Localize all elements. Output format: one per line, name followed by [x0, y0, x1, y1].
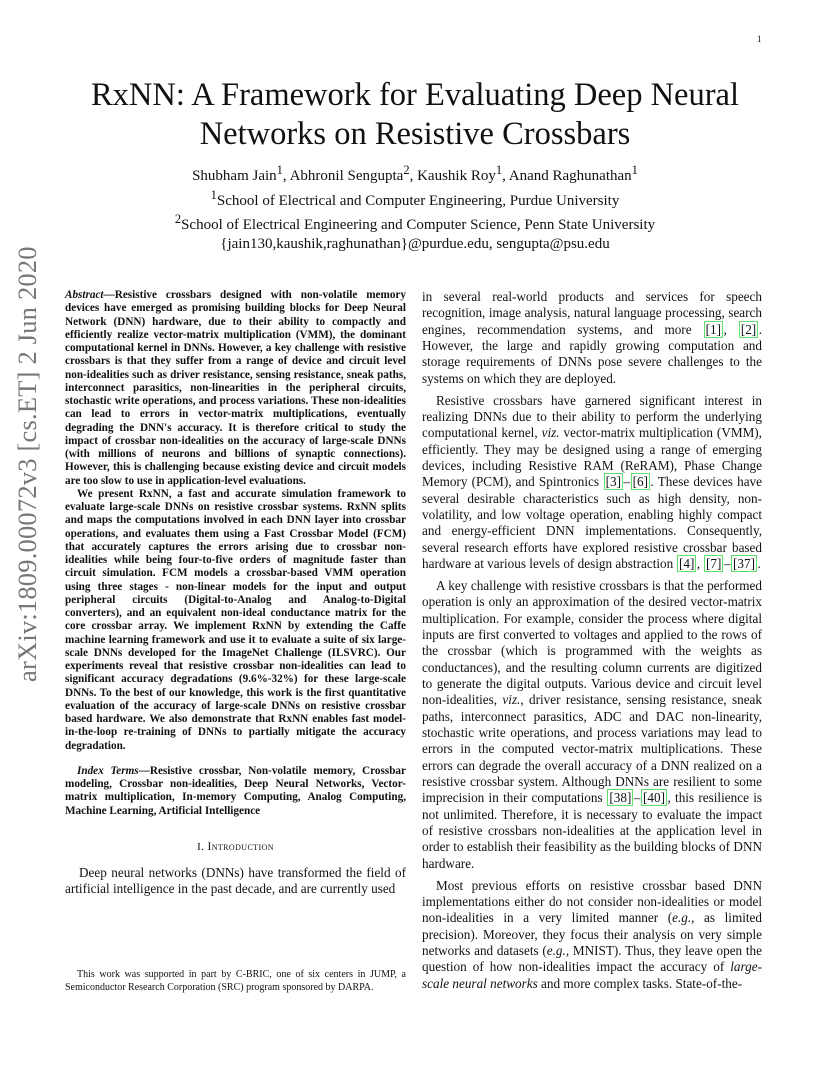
abstract-label: Abstract — [65, 289, 104, 301]
paper-title — [60, 76, 770, 154]
authors-block — [60, 161, 770, 253]
section-heading-introduction — [65, 841, 406, 853]
author-list: Shubham Jain$^1$, Abhronil Sengupta$^2$, Kaushik Roy$^1$, Anand Raghunathan$^1$ — [192, 163, 638, 184]
citation-link[interactable]: [37] — [732, 556, 755, 571]
citation-link[interactable]: [4] — [679, 556, 695, 571]
funding-footnote: This work was supported in part by C-BRIC, one of six centers in JUMP, a Semiconductor Research Corporation (SRC) program sponsored by DARPA. — [65, 969, 406, 993]
intro-paragraph-2: Resistive crossbars have garnered significant interest in realizing DNNs due to their ability to perform the underlying computational kernel, viz. vector-matrix multiplication (VMM), efficiently. They may be designed using a range of emerging devices, including Resistive RAM (ReRAM), Phase Change Memory (PCM), and Spintronics [3] – [6] . These devices have several desirable characteristics such as high density, non-volatility, and low voltage operation, enabling highly compact and energy-efficient DNN implementations. Consequently, several research efforts have explored resistive crossbar based hardware at various levels of design abstraction [4] , [7] – [37] . — [422, 392, 762, 571]
title-line-2: Networks on Resistive Crossbars — [199, 116, 631, 152]
arxiv-identifier-stamp: arXiv:1809.00072v3 [cs.ET] 2 Jun 2020 — [12, 246, 42, 682]
author-name: Shubham Jain — [192, 168, 277, 184]
intro-paragraph-1: in several real-world products and services for speech recognition, image analysis, natural language processing, search engines, recommendation systems, and more [1] , [2] . However, the large and rapidly growing computation and storage requirements of DNNs pose severe challenges to the systems on which they are deployed. — [422, 289, 762, 386]
author-name: Kaushik Roy — [417, 168, 496, 184]
index-terms: Index Terms—Resistive crossbar, Non-volatile memory, Crossbar modeling, Crossbar non-idealities, Deep Neural Networks, Vector-matrix multiplication, In-memory Computing, Analog Computing, Machine Learning, Artificial Intelligence — [65, 764, 406, 817]
author-emails: {jain130,kaushik,raghunathan}@purdue.edu, sengupta@psu.edu — [220, 235, 610, 252]
abstract-paragraph-2: We present RxNN, a fast and accurate simulation framework to evaluate large-scale DNNs on resistive crossbar systems. RxNN splits and maps the computations involved in each DNN layer into crossbar operations, and evaluates them using a Fast Crossbar Model (FCM) that accurately captures the errors arising due to crossbar non-idealities while being four-to-five orders of magnitude faster than circuit simulation. FCM models a crossbar-based VMM operation using three stages - non-linear models for the input and output peripheral circuits (Digital-to-Analog and Analog-to-Digital converters), and an equivalent non-ideal conductance matrix for the core crossbar array. We implement RxNN by extending the Caffe machine learning framework and use it to evaluate a suite of six large-scale DNNs developed for the ImageNet Challenge (ILSVRC). Our experiments reveal that resistive crossbar non-idealities can lead to significant accuracy degradations (9.6%-32%) for these large-scale DNNs. To the best of our knowledge, this work is the first quantitative evaluation of the accuracy of large-scale DNNs on resistive crossbar based hardware. We also demonstrate that RxNN enables fast model-in-the-loop re-training of DNNs to partially mitigate the accuracy degradation. — [65, 487, 406, 752]
citation-link[interactable]: [1] — [705, 321, 721, 337]
author-affiliation-mark: 1 — [495, 163, 503, 177]
abstract-paragraph-1: Abstract—Resistive crossbars designed with non-volatile memory devices have emerged as promising building blocks for Deep Neural Network (DNN) hardware, due to their ability to compactly and efficiently realize vector-matrix multiplication (VMM), the dominant computational kernel in DNNs. However, a key challenge with resistive crossbars is that they suffer from a range of device and circuit level non-idealities such as driver resistance, sensing resistance, sneak paths, interconnect parasitics, non-linearities in the peripheral circuits, stochastic write operations, and process variations. These non-idealities can lead to errors in vector-matrix multiplications, eventually degrading the DNN's accuracy. It is therefore critical to study the impact of crossbar non-idealities on the accuracy of large-scale DNNs (with millions of neurons and billions of synaptic connections). However, this is challenging because existing device and circuit models are too slow to use in application-level evaluations. — [65, 289, 406, 487]
citation-link[interactable]: [3] — [605, 474, 622, 490]
author-affiliation-mark: 1 — [631, 163, 638, 177]
citation-link[interactable]: [7] — [706, 556, 722, 571]
citation-link[interactable]: [2] — [740, 321, 757, 337]
author-affiliation-mark: 2 — [403, 163, 410, 177]
intro-paragraph-4: Most previous efforts on resistive crossbar based DNN implementations either do not consider non-idealities or model non-idealities in a very limited manner (e.g., as limited precision). Moreover, they focus their analysis on very simple networks and datasets (e.g., MNIST). Thus, they leave open the question of how non-idealities impact the accuracy of large-scale neural networks and more complex tasks. State-of-the- — [422, 877, 762, 991]
right-column — [422, 289, 762, 997]
page-number: 1 — [757, 34, 762, 44]
author-affiliation-mark: 1 — [276, 163, 283, 177]
citation-link[interactable]: [40] — [642, 790, 665, 806]
citation-link[interactable]: [38] — [609, 790, 632, 806]
intro-paragraph-3: A key challenge with resistive crossbars is that the performed operation is only an approximation of the desired vector-matrix multiplication. For example, consider the process where digital inputs are first converted to voltages and applied to the rows of the crossbar (which is programmed with the weights as conductances), and the resulting column currents are digitized to generate the digital outputs. Various device and circuit level non-idealities, viz., driver resistance, sensing resistance, sneak paths, interconnect parasitics, ADC and DAC non-linearity, stochastic write operations, and process variations may lead to errors in the computed vector-matrix multiplications. These errors can degrade the overall accuracy of a DNN realized on a resistive crossbar system. Although DNNs are resilient to some imprecision in their computations [38] – [40] , this resilience is not unlimited. Therefore, it is necessary to evaluate the impact of resistive crossbars non-idealities at the application level in order to establish their feasibility as the building blocks of DNN hardware. — [422, 577, 763, 871]
author-name: Anand Raghunathan — [508, 168, 632, 184]
title-line-1: RxNN: A Framework for Evaluating Deep Neural — [90, 77, 740, 113]
left-column — [65, 289, 406, 897]
affiliation-1: $^1$School of Electrical and Computer Engineering, Purdue University — [210, 187, 620, 209]
section-title: Introduction — [207, 840, 274, 853]
index-terms-label: Index Terms — [77, 764, 139, 777]
intro-paragraph-left: Deep neural networks (DNNs) have transformed the field of artificial intelligence in the past decade, and are currently used — [65, 864, 406, 897]
author-name: Abhronil Sengupta — [289, 168, 404, 184]
affiliation-2: $^2$School of Electrical Engineering and Computer Science, Penn State University — [174, 212, 656, 233]
section-number: I. — [197, 840, 205, 853]
citation-link[interactable]: [6] — [632, 474, 649, 490]
